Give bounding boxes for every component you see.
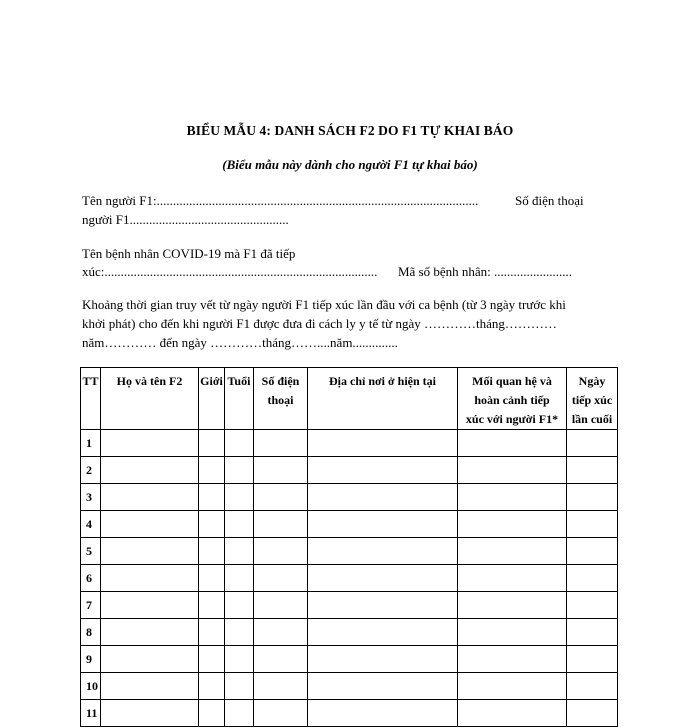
last-contact-cell[interactable] — [567, 457, 618, 484]
gender-cell[interactable] — [199, 592, 225, 619]
name-cell[interactable] — [101, 646, 199, 673]
address-cell[interactable] — [308, 565, 458, 592]
table-row — [81, 646, 618, 673]
address-cell[interactable] — [308, 619, 458, 646]
last-contact-cell[interactable] — [567, 619, 618, 646]
last-contact-cell[interactable] — [567, 484, 618, 511]
last-contact-cell[interactable] — [567, 700, 618, 727]
header-last-contact: Ngày tiếp xúc lần cuối — [567, 368, 618, 430]
row-number-cell: 1 — [81, 430, 101, 457]
table-row — [81, 457, 618, 484]
table-row — [81, 592, 618, 619]
address-cell[interactable] — [308, 484, 458, 511]
row-number-cell: 9 — [81, 646, 101, 673]
patient-contact-line: xúc:.................................................................................... — [82, 264, 378, 279]
address-cell[interactable] — [308, 538, 458, 565]
f2-list-table — [80, 367, 618, 727]
table-row — [81, 565, 618, 592]
phone-cell[interactable] — [254, 565, 308, 592]
last-contact-cell[interactable] — [567, 673, 618, 700]
row-number-cell: 8 — [81, 619, 101, 646]
name-cell[interactable] — [101, 430, 199, 457]
period-line-1: Khoảng thời gian truy vết từ ngày người F1 tiếp xúc lần đầu với ca bệnh (từ 3 ngày trước khi — [82, 297, 566, 312]
f1-name-line: Tên người F1:................................................................................................... — [82, 193, 479, 208]
patient-id-line: Mã số bệnh nhân: ........................ — [398, 264, 573, 279]
age-cell[interactable] — [225, 538, 254, 565]
relation-cell[interactable] — [458, 700, 567, 727]
address-cell[interactable] — [308, 673, 458, 700]
gender-cell[interactable] — [199, 700, 225, 727]
address-cell[interactable] — [308, 646, 458, 673]
age-cell[interactable] — [225, 700, 254, 727]
header-age: Tuổi — [225, 368, 254, 430]
address-cell[interactable] — [308, 511, 458, 538]
name-cell[interactable] — [101, 457, 199, 484]
relation-cell[interactable] — [458, 484, 567, 511]
phone-cell[interactable] — [254, 592, 308, 619]
gender-cell[interactable] — [199, 484, 225, 511]
age-cell[interactable] — [225, 592, 254, 619]
f1-phone-line: người F1................................................. — [82, 212, 289, 227]
name-cell[interactable] — [101, 592, 199, 619]
phone-cell[interactable] — [254, 538, 308, 565]
name-cell[interactable] — [101, 565, 199, 592]
relation-cell[interactable] — [458, 457, 567, 484]
address-cell[interactable] — [308, 700, 458, 727]
gender-cell[interactable] — [199, 619, 225, 646]
row-number-cell: 10 — [81, 673, 101, 700]
gender-cell[interactable] — [199, 565, 225, 592]
table-row — [81, 673, 618, 700]
table-row — [81, 484, 618, 511]
age-cell[interactable] — [225, 673, 254, 700]
address-cell[interactable] — [308, 430, 458, 457]
relation-cell[interactable] — [458, 565, 567, 592]
age-cell[interactable] — [225, 646, 254, 673]
table-row — [81, 430, 618, 457]
phone-cell[interactable] — [254, 646, 308, 673]
address-cell[interactable] — [308, 457, 458, 484]
name-cell[interactable] — [101, 511, 199, 538]
name-cell[interactable] — [101, 673, 199, 700]
phone-cell[interactable] — [254, 457, 308, 484]
age-cell[interactable] — [225, 484, 254, 511]
row-number-cell: 4 — [81, 511, 101, 538]
age-cell[interactable] — [225, 430, 254, 457]
age-cell[interactable] — [225, 511, 254, 538]
age-cell[interactable] — [225, 619, 254, 646]
address-cell[interactable] — [308, 592, 458, 619]
age-cell[interactable] — [225, 565, 254, 592]
row-number-cell: 2 — [81, 457, 101, 484]
last-contact-cell[interactable] — [567, 592, 618, 619]
period-line-3: năm………… đến ngày …………tháng……....năm.............. — [82, 335, 398, 350]
last-contact-cell[interactable] — [567, 511, 618, 538]
phone-cell[interactable] — [254, 673, 308, 700]
header-relation: Mối quan hệ và hoàn cảnh tiếp xúc với người F1* — [458, 368, 567, 430]
name-cell[interactable] — [101, 538, 199, 565]
age-cell[interactable] — [225, 457, 254, 484]
header-name: Họ và tên F2 — [101, 368, 199, 430]
phone-cell[interactable] — [254, 619, 308, 646]
name-cell[interactable] — [101, 700, 199, 727]
row-number-cell: 5 — [81, 538, 101, 565]
header-tt: TT — [81, 368, 101, 430]
last-contact-cell[interactable] — [567, 565, 618, 592]
relation-cell[interactable] — [458, 511, 567, 538]
phone-cell[interactable] — [254, 484, 308, 511]
table-row — [81, 511, 618, 538]
table-header-row — [81, 368, 618, 430]
gender-cell[interactable] — [199, 538, 225, 565]
gender-cell[interactable] — [199, 646, 225, 673]
gender-cell[interactable] — [199, 430, 225, 457]
relation-cell[interactable] — [458, 673, 567, 700]
f1-phone-label: Số điện thoại — [515, 193, 584, 208]
phone-cell[interactable] — [254, 700, 308, 727]
gender-cell[interactable] — [199, 457, 225, 484]
name-cell[interactable] — [101, 619, 199, 646]
relation-cell[interactable] — [458, 538, 567, 565]
phone-cell[interactable] — [254, 430, 308, 457]
patient-name-line: Tên bệnh nhân COVID-19 mà F1 đã tiếp — [82, 246, 296, 261]
table-row — [81, 538, 618, 565]
last-contact-cell[interactable] — [567, 646, 618, 673]
period-line-2: khởi phát) cho đến khi người F1 được đưa đi cách ly y tế từ ngày …………tháng………… — [82, 316, 557, 331]
relation-cell[interactable] — [458, 592, 567, 619]
gender-cell[interactable] — [199, 673, 225, 700]
last-contact-cell[interactable] — [567, 430, 618, 457]
relation-cell[interactable] — [458, 619, 567, 646]
row-number-cell: 7 — [81, 592, 101, 619]
form-title: BIỂU MẪU 4: DANH SÁCH F2 DO F1 TỰ KHAI BÁO — [186, 123, 514, 138]
phone-cell[interactable] — [254, 511, 308, 538]
relation-cell[interactable] — [458, 430, 567, 457]
table-row — [81, 619, 618, 646]
last-contact-cell[interactable] — [567, 538, 618, 565]
header-gender: Giới — [199, 368, 225, 430]
gender-cell[interactable] — [199, 511, 225, 538]
row-number-cell: 11 — [81, 700, 101, 727]
table-row — [81, 700, 618, 727]
row-number-cell: 3 — [81, 484, 101, 511]
header-address: Địa chỉ nơi ở hiện tại — [308, 368, 458, 430]
header-phone: Số điện thoại — [254, 368, 308, 430]
name-cell[interactable] — [101, 484, 199, 511]
form-subtitle: (Biểu mẫu này dành cho người F1 tự khai báo) — [222, 157, 478, 172]
row-number-cell: 6 — [81, 565, 101, 592]
relation-cell[interactable] — [458, 646, 567, 673]
